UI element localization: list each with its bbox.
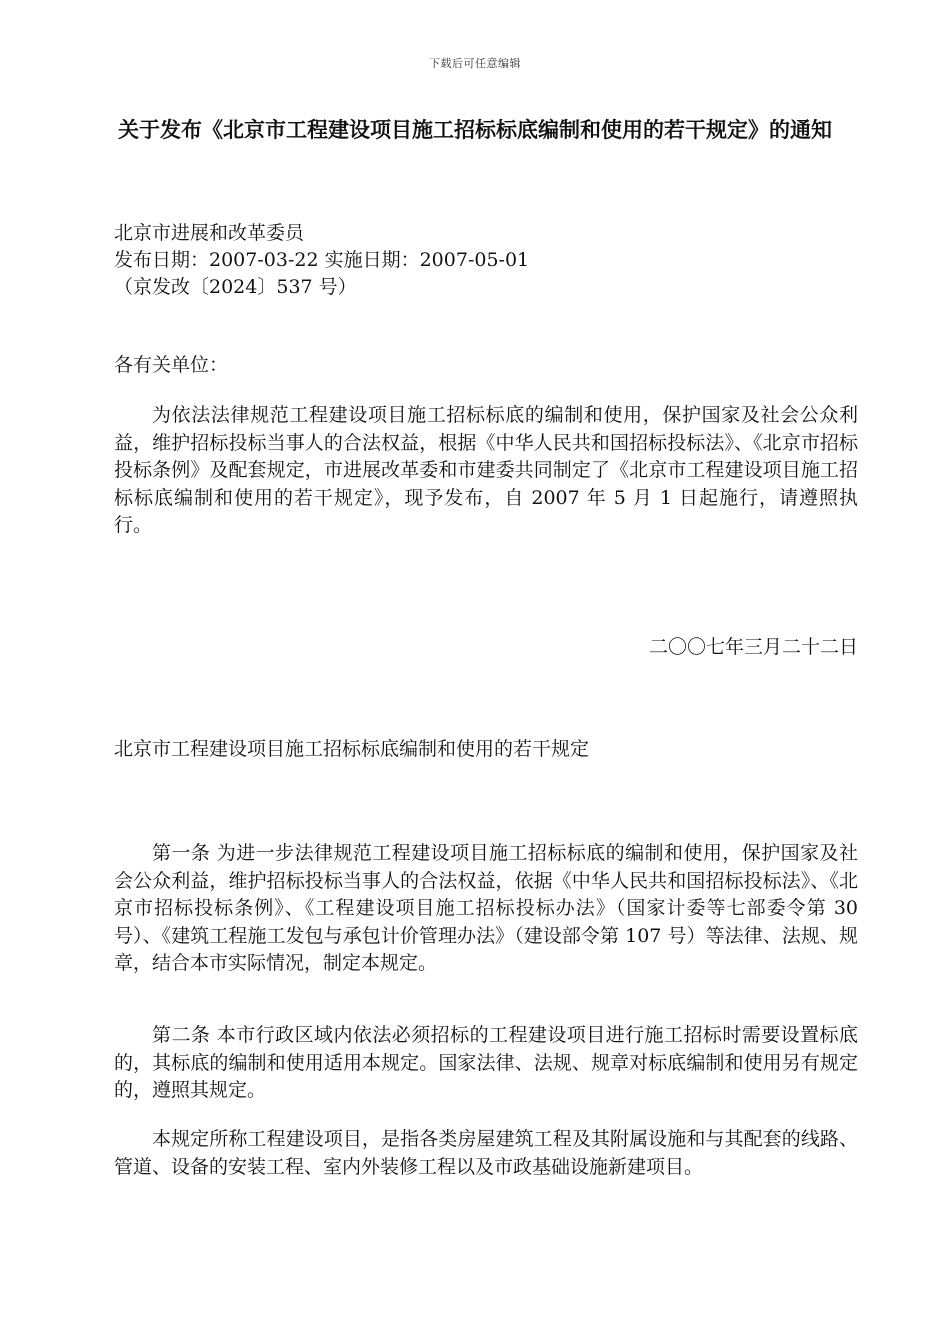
issuer: 北京市进展和改革委员 xyxy=(114,222,305,244)
salutation: 各有关单位： xyxy=(114,354,229,376)
sign-date: 二〇〇七年三月二十二日 xyxy=(648,636,858,658)
article-paragraph: 第一条 为进一步法律规范工程建设项目施工招标标底的编制和使用，保护国家及社会公众利益，维护招标投标当事人的合法权益，依据《中华人民共和国招标投标法》、《北京市招标投标条例》、《工程建设项目施工招标投标办法》（国家计委等七部委令第 30 号）、《建筑工程施工发包与承包计价管理办法》（建设部令第 107 号）等法律、法规、规章，结合本市实际情况，制定本规定。 xyxy=(114,842,858,974)
document-title: 关于发布《北京市工程建设项目施工招标标底编制和使用的若干规定》的通知 xyxy=(118,117,832,142)
article-paragraph: 本规定所称工程建设项目，是指各类房屋建筑工程及其附属设施和与其配套的线路、管道、设备的安装工程、室内外装修工程以及市政基础设施新建项目。 xyxy=(114,1128,858,1178)
dates-line: 发布日期：2007-03-22 实施日期：2007-05-01 xyxy=(114,249,530,271)
regulation-title: 北京市工程建设项目施工招标标底编制和使用的若干规定 xyxy=(114,738,590,760)
intro-paragraph: 为依法法律规范工程建设项目施工招标标底的编制和使用，保护国家及社会公众利益，维护招标投标当事人的合法权益，根据《中华人民共和国招标投标法》、《北京市招标投标条例》及配套规定，市进展改革委和市建委共同制定了《北京市工程建设项目施工招标标底编制和使用的若干规定》，现予发布，自 2007 年 5 月 1 日起施行，请遵照执行。 xyxy=(114,404,858,536)
doc-number: （京发改〔2024〕537 号） xyxy=(114,276,357,298)
header-note: 下载后可任意编辑 xyxy=(429,57,521,70)
article-paragraph: 第二条 本市行政区域内依法必须招标的工程建设项目进行施工招标时需要设置标底的，其标底的编制和使用适用本规定。国家法律、法规、规章对标底编制和使用另有规定的，遵照其规定。 xyxy=(114,1024,858,1101)
document-meta xyxy=(114,220,529,301)
